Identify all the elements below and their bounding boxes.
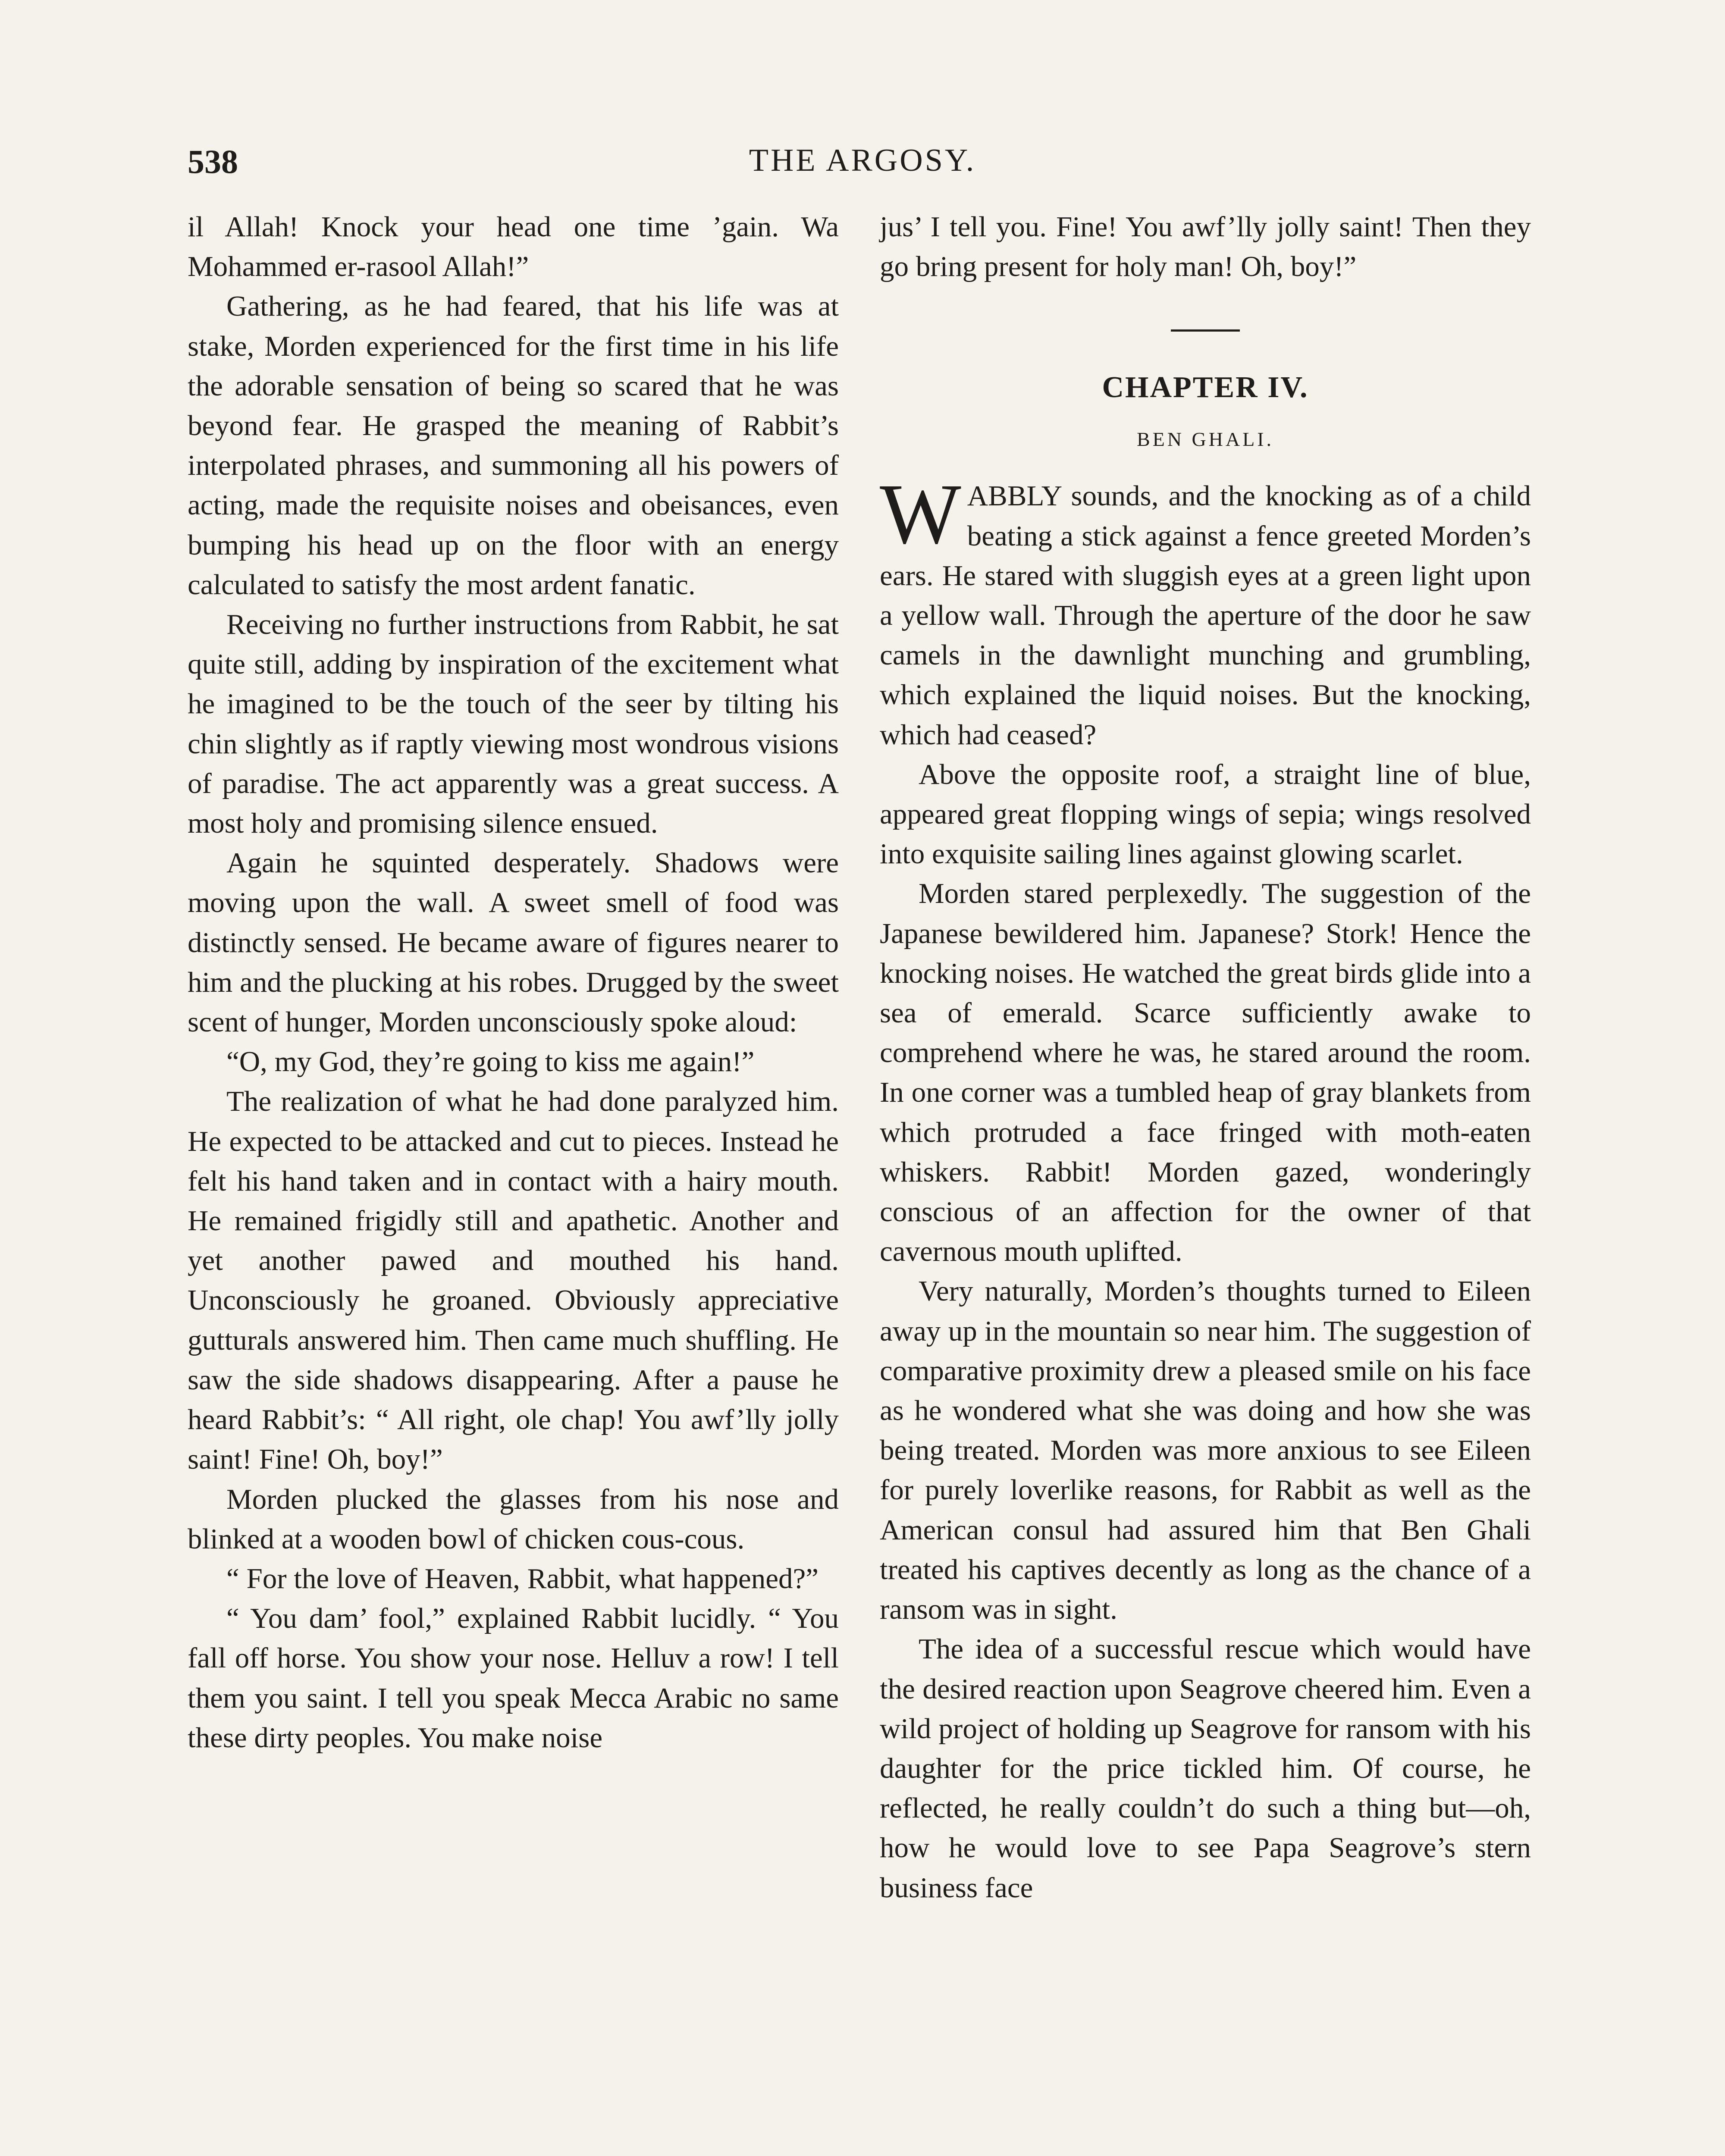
- paragraph: Morden stared perplexedly. The suggestion of the Japanese bewildered him. Japanese? Stork! Hence the knocking noises. He watched the great birds glide into a sea of emerald. Scarce sufficiently awake to comprehend where he was, he stared around the room. In one corner was a tumbled heap of gray blankets from which protruded a face fringed with moth-eaten whiskers. Rabbit! Morden gazed, wonderingly conscious of an affection for the owner of that cavernous mouth uplifted.: [880, 877, 1531, 1268]
- right-column: [880, 207, 1531, 1908]
- chapter-opening-paragraph: [880, 467, 1531, 754]
- running-title: THE ARGOSY.: [749, 143, 976, 178]
- paragraph: The idea of a successful rescue which would have the desired reaction upon Seagrove cheered him. Even a wild project of holding up Seagrove for ransom with his daughter for the price tickled him. Of course, he reflected, he really couldn’t do such a thing but—oh, how he would love to see Papa Seagrove’s stern business face: [880, 1633, 1531, 1904]
- page-number: 538: [188, 143, 238, 180]
- paragraph: Very naturally, Morden’s thoughts turned to Eileen away up in the mountain so near him. The suggestion of comparative proximity drew a pleased smile on his face as he wondered what she was doing and how she was being treated. Morden was more anxious to see Eileen for purely loverlike reasons, for Rabbit as well as the American consul had assured him that Ben Ghali treated his captives decently as long as the chance of a ransom was in sight.: [880, 1275, 1531, 1626]
- paragraph: Morden plucked the glasses from his nose and blinked at a wooden bowl of chicken cous-cous.: [188, 1483, 839, 1555]
- left-column: [188, 207, 839, 1758]
- paragraph: il Allah! Knock your head one time ’gain. Wa Mohammed er-rasool Allah!”: [188, 211, 839, 283]
- paragraph: Above the opposite roof, a straight line of blue, appeared great flopping wings of sepia; wings resolved into exquisite sailing lines against glowing scarlet.: [880, 758, 1531, 870]
- paragraph: “ You dam’ fool,” explained Rabbit lucidly. “ You fall off horse. You show your nose. Helluv a row! I tell them you saint. I tell you speak Mecca Arabic no same these dirty peoples. You make noise: [188, 1602, 839, 1754]
- paragraph: “ For the love of Heaven, Rabbit, what happened?”: [226, 1562, 819, 1595]
- page-header: [188, 142, 1537, 190]
- opening-text: ABBLY sounds, and the knocking as of a child beating a stick against a fence greeted Morden’s ears. He stared with sluggish eyes at a green light upon a yellow wall. Through the aperture of the door he saw camels in the dawnlight munching and grumbling, which explained the liquid noises. But the knocking, which had ceased?: [880, 480, 1531, 751]
- paragraph: The realization of what he had done paralyzed him. He expected to be attacked and cut to pieces. Instead he felt his hand taken and in contact with a hairy mouth. He remained frigidly still and apathetic. Another and yet another pawed and mouthed his hand. Unconsciously he groaned. Obviously appreciative gutturals answered him. Then came much shuffling. He saw the side shadows disappearing. After a pause he heard Rabbit’s: “ All right, ole chap! You awf’lly jolly saint! Fine! Oh, boy!”: [188, 1085, 839, 1476]
- paragraph: Gathering, as he had feared, that his life was at stake, Morden experienced for the first time in his life the adorable sensation of being so scared that he was beyond fear. He grasped the meaning of Rabbit’s interpolated phrases, and summoning all his powers of acting, made the requisite noises and obeisances, even bumping his head up on the floor with an energy calculated to satisfy the most ardent fanatic.: [188, 290, 839, 601]
- chapter-heading: CHAPTER IV.: [1102, 371, 1309, 404]
- paragraph: Again he squinted desperately. Shadows were moving upon the wall. A sweet smell of food was distinctly sensed. He became aware of figures nearer to him and the plucking at his robes. Drugged by the sweet scent of hunger, Morden unconsciously spoke aloud:: [188, 847, 839, 1038]
- chapter-subtitle: BEN GHALI.: [1136, 428, 1274, 451]
- paragraph: “O, my God, they’re going to kiss me again!”: [226, 1046, 755, 1078]
- section-divider: [1171, 329, 1240, 332]
- drop-cap: W: [880, 467, 961, 562]
- paragraph: jus’ I tell you. Fine! You awf’lly jolly saint! Then they go bring present for holy man! Oh, boy!”: [880, 211, 1531, 283]
- paragraph: Receiving no further instructions from Rabbit, he sat quite still, adding by inspiration of the excitement what he imagined to be the touch of the seer by tilting his chin slightly as if raptly viewing most wondrous visions of paradise. The act apparently was a great success. A most holy and promising silence ensued.: [188, 608, 839, 840]
